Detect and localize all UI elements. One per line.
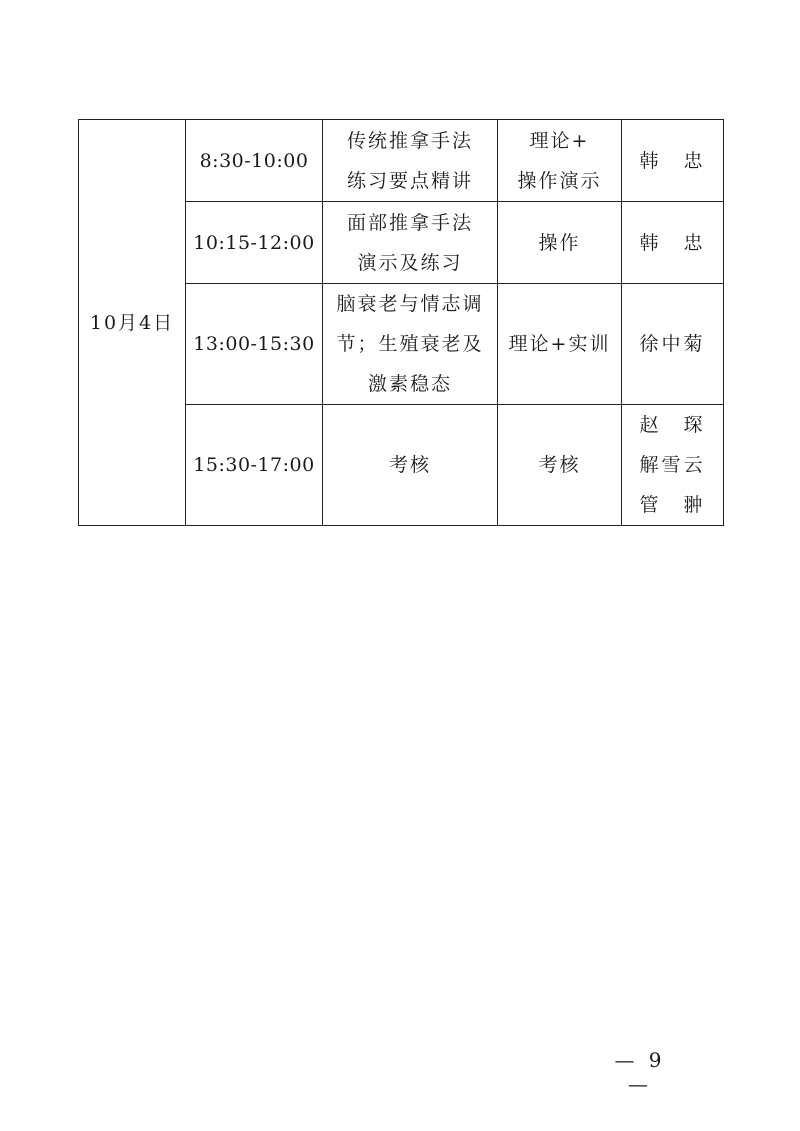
time-cell: 13:00-15:30 bbox=[186, 284, 323, 405]
topic-line: 面部推拿手法 bbox=[346, 211, 473, 234]
schedule-table bbox=[78, 119, 724, 526]
method-line: 理论+实训 bbox=[508, 333, 611, 355]
method-line: 操作 bbox=[538, 231, 581, 254]
teacher-name: 赵 琛 bbox=[639, 414, 706, 436]
time-cell: 10:15-12:00 bbox=[186, 202, 323, 284]
time-cell: 15:30-17:00 bbox=[186, 405, 323, 526]
page-number: — 9 — bbox=[614, 1048, 666, 1096]
table-row bbox=[79, 120, 724, 202]
topic-line: 练习要点精讲 bbox=[346, 169, 473, 192]
method-line: 理论+ bbox=[529, 129, 590, 152]
method-line: 考核 bbox=[538, 454, 581, 476]
method-cell bbox=[498, 284, 622, 405]
topic-cell bbox=[323, 284, 498, 405]
method-cell bbox=[498, 202, 622, 284]
topic-line: 激素稳态 bbox=[367, 373, 452, 395]
method-cell bbox=[498, 405, 622, 526]
topic-cell bbox=[323, 202, 498, 284]
teacher-name: 韩 忠 bbox=[639, 149, 706, 172]
topic-line: 节；生殖衰老及 bbox=[336, 333, 484, 355]
topic-line: 传统推拿手法 bbox=[346, 129, 473, 152]
teacher-name: 解雪云 bbox=[639, 454, 706, 476]
topic-line: 考核 bbox=[388, 454, 431, 476]
topic-line: 脑衰老与情志调 bbox=[336, 293, 484, 315]
date-cell: 10月4日 bbox=[79, 120, 186, 526]
teacher-name: 徐中菊 bbox=[639, 333, 706, 355]
topic-line: 演示及练习 bbox=[357, 251, 463, 274]
teacher-name: 韩 忠 bbox=[639, 231, 706, 254]
teacher-cell bbox=[622, 120, 724, 202]
teacher-cell bbox=[622, 405, 724, 526]
time-cell: 8:30-10:00 bbox=[186, 120, 323, 202]
topic-cell bbox=[323, 405, 498, 526]
teacher-cell bbox=[622, 202, 724, 284]
teacher-name: 管 翀 bbox=[639, 494, 706, 516]
teacher-cell bbox=[622, 284, 724, 405]
method-line: 操作演示 bbox=[517, 169, 602, 192]
topic-cell bbox=[323, 120, 498, 202]
method-cell bbox=[498, 120, 622, 202]
